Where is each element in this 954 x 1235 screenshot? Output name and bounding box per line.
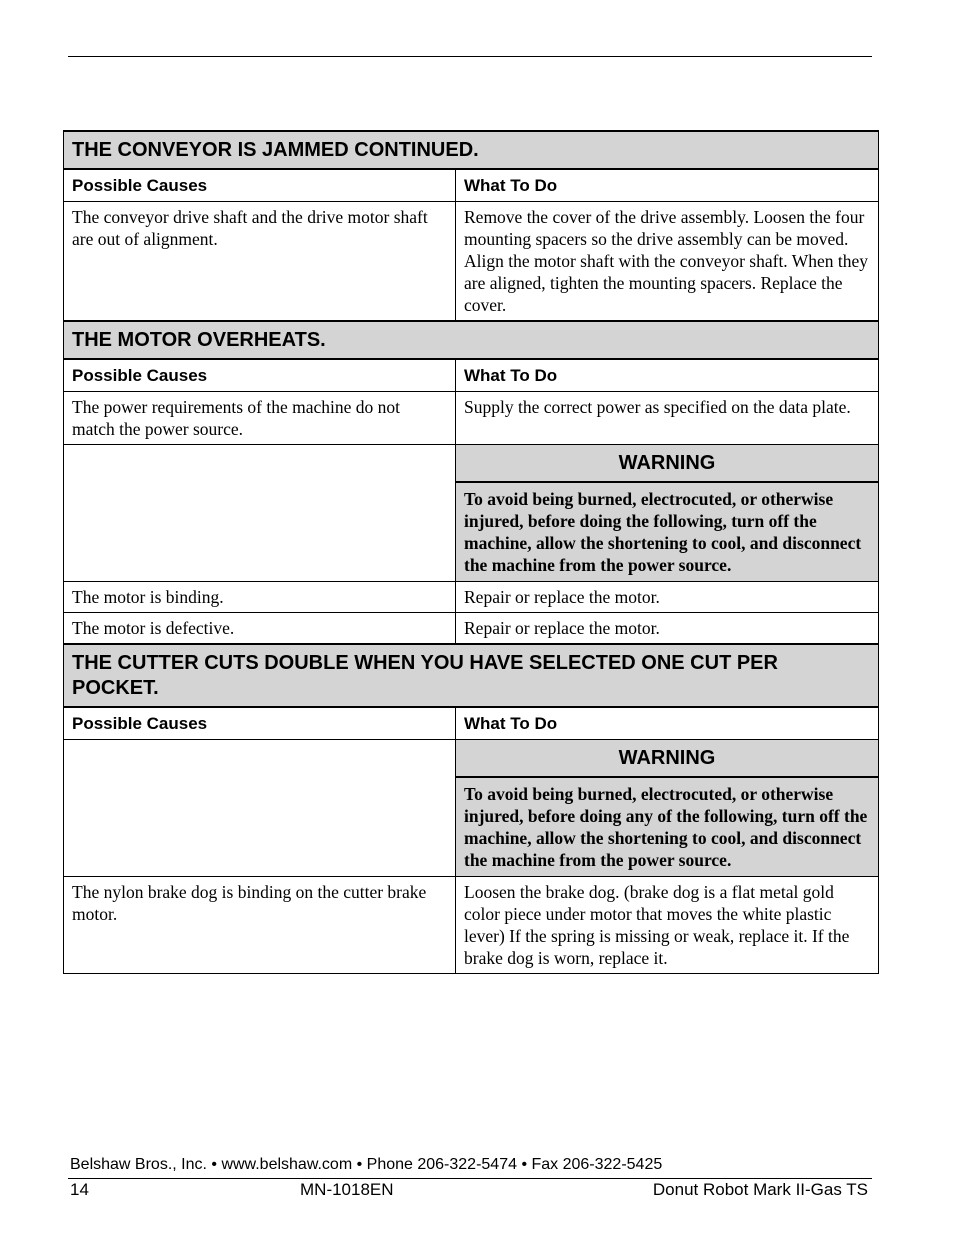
possible-causes-header: Possible Causes bbox=[64, 359, 456, 392]
warning-text: To avoid being burned, electrocuted, or otherwise injured, before doing any of the following, turn off the machine, allow the shortening to cool, and disconnect the machine from the power source. bbox=[456, 777, 879, 877]
cause-cell: The motor is binding. bbox=[64, 582, 456, 613]
what-to-do-header: What To Do bbox=[456, 169, 879, 202]
footer-info bbox=[70, 1180, 868, 1200]
footer-company-line: Belshaw Bros., Inc. • www.belshaw.com • Phone 206-322-5474 • Fax 206-322-5425 bbox=[70, 1156, 663, 1173]
warning-title: WARNING bbox=[456, 445, 879, 483]
section-header-row bbox=[64, 321, 879, 359]
column-header-row bbox=[64, 169, 879, 202]
remedy-cell: Remove the cover of the drive assembly. Loosen the four mounting spacers so the drive assembly can be moved. Align the motor shaft with the conveyor shaft. When they are aligned, tighten the mounting spacers. Replace the cover. bbox=[456, 202, 879, 322]
table-row bbox=[64, 202, 879, 322]
document-number: MN-1018EN bbox=[300, 1180, 394, 1199]
section-title: THE CONVEYOR IS JAMMED CONTINUED. bbox=[64, 131, 879, 169]
header-rule bbox=[68, 56, 872, 57]
column-header-row bbox=[64, 707, 879, 740]
section-title: THE CUTTER CUTS DOUBLE WHEN YOU HAVE SELECTED ONE CUT PER POCKET. bbox=[64, 644, 879, 707]
cause-cell: The power requirements of the machine do not match the power source. bbox=[64, 392, 456, 445]
warning-title: WARNING bbox=[456, 740, 879, 778]
empty-cause-cell bbox=[64, 740, 456, 877]
remedy-cell: Repair or replace the motor. bbox=[456, 613, 879, 645]
what-to-do-header: What To Do bbox=[456, 707, 879, 740]
footer-rule bbox=[68, 1178, 872, 1179]
column-header-row bbox=[64, 359, 879, 392]
table-row bbox=[64, 582, 879, 613]
warning-title-row bbox=[64, 445, 879, 483]
cause-cell: The motor is defective. bbox=[64, 613, 456, 645]
section-header-row bbox=[64, 131, 879, 169]
remedy-cell: Repair or replace the motor. bbox=[456, 582, 879, 613]
troubleshooting-table bbox=[63, 130, 879, 974]
section-header-row bbox=[64, 644, 879, 707]
page-number: 14 bbox=[70, 1180, 89, 1199]
table-row bbox=[64, 877, 879, 974]
cause-cell: The conveyor drive shaft and the drive motor shaft are out of alignment. bbox=[64, 202, 456, 322]
table-row bbox=[64, 392, 879, 445]
what-to-do-header: What To Do bbox=[456, 359, 879, 392]
warning-text: To avoid being burned, electrocuted, or otherwise injured, before doing the following, turn off the machine, allow the shortening to cool, and disconnect the machine from the power source. bbox=[456, 482, 879, 582]
empty-cause-cell bbox=[64, 445, 456, 582]
warning-title-row bbox=[64, 740, 879, 778]
product-name: Donut Robot Mark II-Gas TS bbox=[652, 1180, 868, 1199]
remedy-cell: Supply the correct power as specified on the data plate. bbox=[456, 392, 879, 445]
possible-causes-header: Possible Causes bbox=[64, 169, 456, 202]
possible-causes-header: Possible Causes bbox=[64, 707, 456, 740]
cause-cell: The nylon brake dog is binding on the cutter brake motor. bbox=[64, 877, 456, 974]
table-row bbox=[64, 613, 879, 645]
remedy-cell: Loosen the brake dog. (brake dog is a flat metal gold color piece under motor that moves the white plastic lever) If the spring is missing or weak, replace it. If the brake dog is worn, replace it. bbox=[456, 877, 879, 974]
section-title: THE MOTOR OVERHEATS. bbox=[64, 321, 879, 359]
